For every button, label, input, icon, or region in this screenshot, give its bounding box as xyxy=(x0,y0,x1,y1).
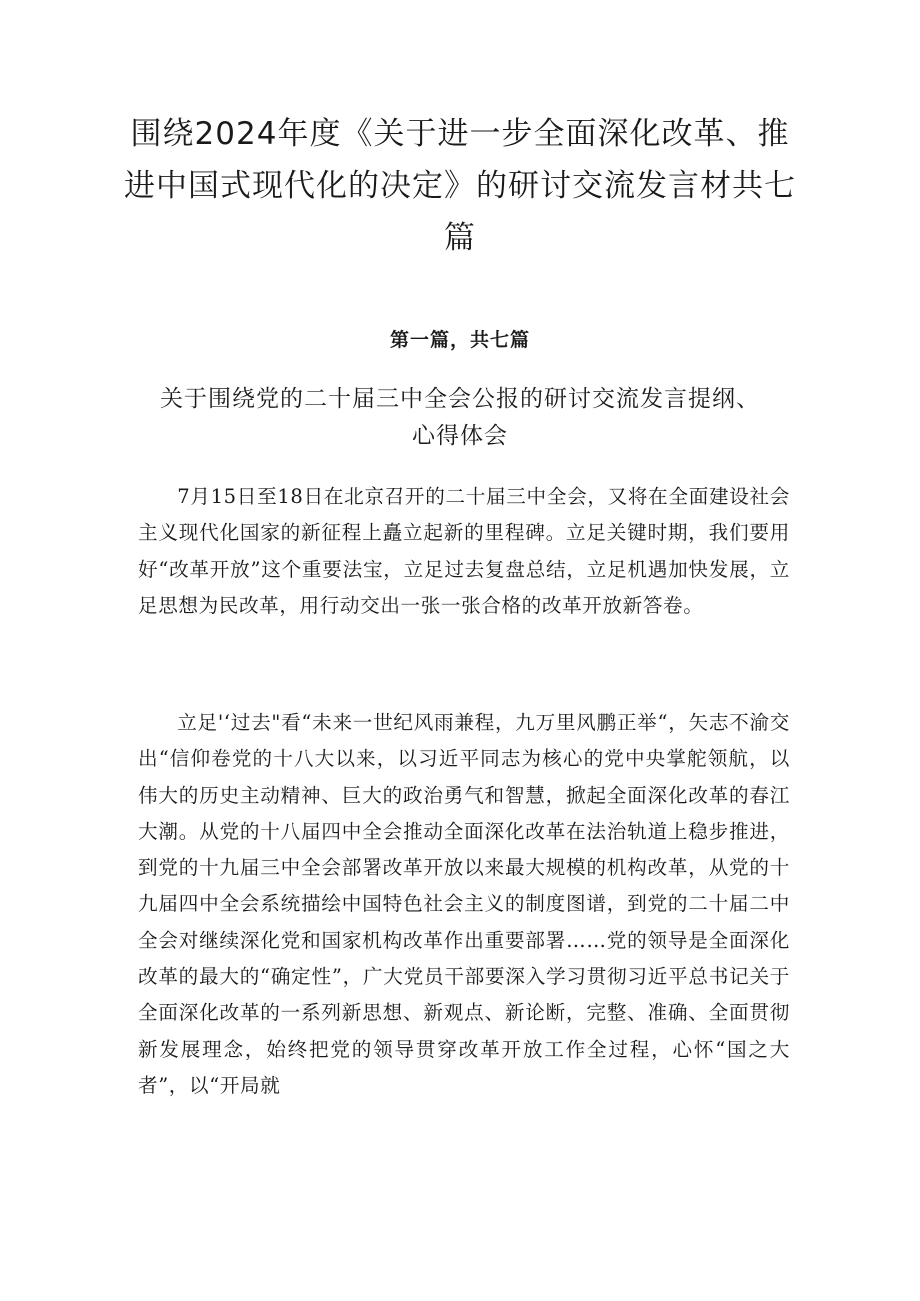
body-paragraph-2: 立足'‘过去"看“未来一世纪风雨兼程，九万里风鹏正举“，矢志不渝交出“信仰卷党的十八大以来，以习近平同志为核心的党中央掌舵领航，以伟大的历史主动精神、巨大的政治勇气和智慧，掀起全面深化改革的春江大潮。从党的十八届四中全会推动全面深化改革在法治轨道上稳步推进，到党的十九届三中全会部署改革开放以来最大规模的机构改革，从党的十九届四中全会系统描绘中国特色社会主义的制度图谱，到党的二十届二中全会对继续深化党和国家机构改革作出重要部署……党的领导是全面深化改革的最大的“确定性”，广大党员干部要深入学习贯彻习近平总书记关于全面深化改革的一系列新思想、新观点、新论断，完整、准确、全面贯彻新发展理念，始终把党的领导贯穿改革开放工作全过程，心怀“国之大者”，以“开局就 xyxy=(138,711,790,1097)
section-label: 第一篇，共七篇 xyxy=(389,329,530,351)
section-heading: 关于围绕党的二十届三中全会公报的研讨交流发言提纲、心得体会 xyxy=(160,386,760,449)
body-paragraph-1: 7月15日至18日在北京召开的二十届三中全会，又将在全面建设社会主义现代化国家的新征程上矗立起新的里程碑。立足关键时期，我们要用好“改革开放”这个重要法宝，立足过去复盘总结，立足机遇加快发展，立足思想为民改革，用行动交出一张一张合格的改革开放新答卷。 xyxy=(138,485,790,617)
document-title: 围绕2024年度《关于进一步全面深化改革、推进中国式现代化的决定》的研讨交流发言材共七篇 xyxy=(124,116,796,256)
